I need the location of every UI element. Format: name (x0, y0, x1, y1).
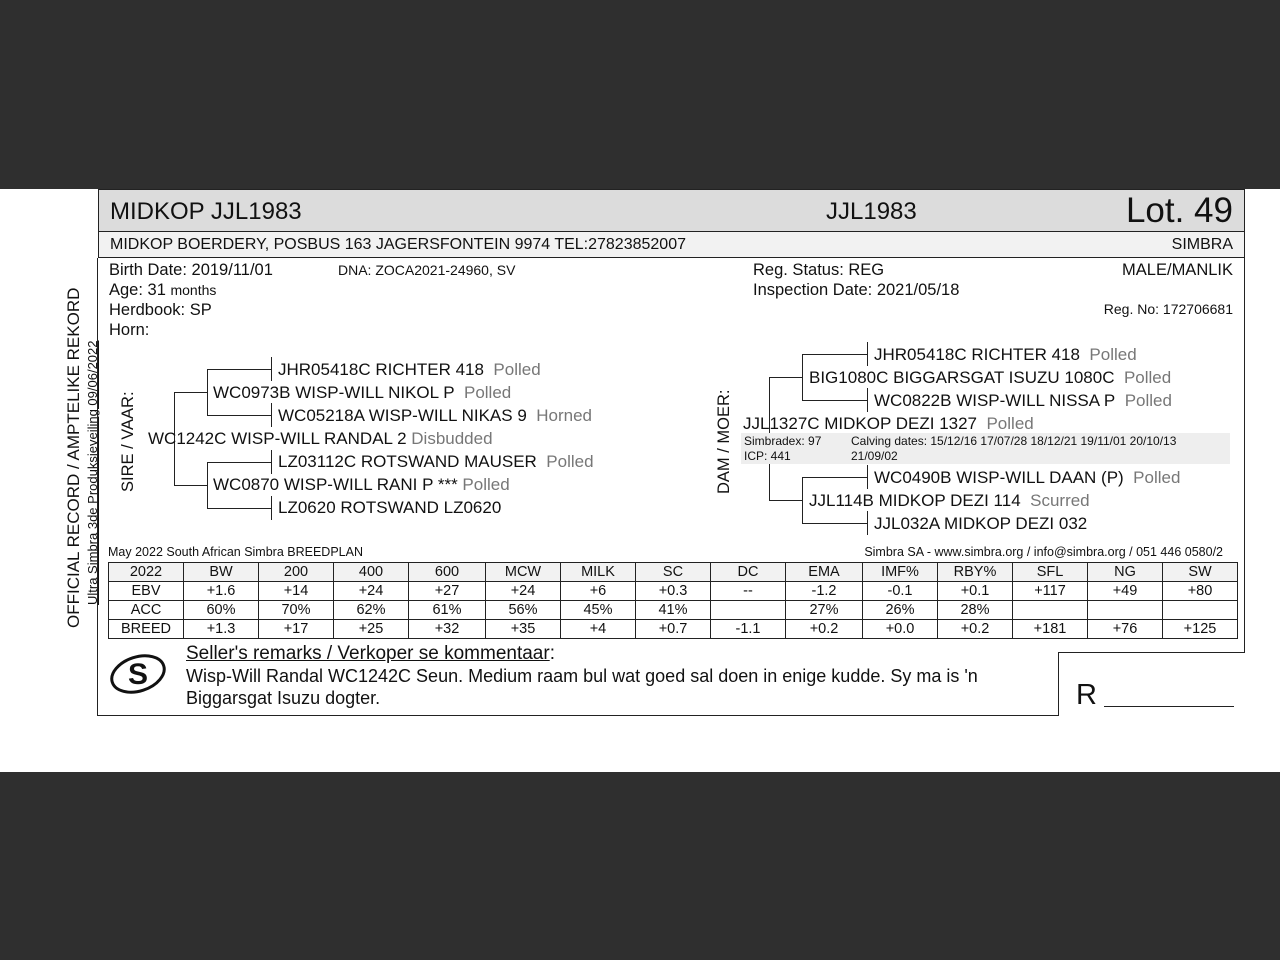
remarks-line-1: Wisp-Will Randal WC1242C Seun. Medium raam bul wat goed sal doen in enige kudde. Sy ma is 'n (186, 666, 978, 686)
simbradex: Simbradex: 97 (744, 434, 822, 448)
sire-sire-sire: JHR05418C RICHTER 418 Polled (278, 360, 541, 379)
sale-name-label: Ultra Simbra 3de Produksieveiling 09/06/2022 (85, 340, 100, 605)
sire-label: SIRE / VAAR: (119, 391, 137, 492)
price-prefix: R (1076, 679, 1097, 711)
breedplan-caption: May 2022 South African Simbra BREEDPLAN (108, 545, 363, 559)
simbra-logo (108, 649, 168, 697)
dam-sire-sire: JHR05418C RICHTER 418 Polled (874, 345, 1137, 364)
dam-name: JJL1327C MIDKOP DEZI 1327 Polled (743, 414, 1034, 433)
reg-status: Reg. Status: REG (753, 261, 885, 279)
horn: Horn: (109, 321, 150, 339)
sex: MALE/MANLIK (1122, 261, 1233, 279)
svg-text:S: S (127, 658, 149, 691)
title-bar (98, 189, 1245, 232)
simbra-logo-icon (108, 649, 168, 697)
dam-sire: BIG1080C BIGGARSGAT ISUZU 1080C Polled (809, 368, 1172, 387)
dam-label: DAM / MOER: (715, 389, 733, 494)
owner-line: MIDKOP BOERDERY, POSBUS 163 JAGERSFONTEIN 9974 TEL:27823852007 (110, 236, 686, 253)
lot-card (0, 189, 1280, 772)
animal-code: JJL1983 (826, 198, 917, 225)
breed-avg-row: BREED +1.3 +17 +25 +32 +35 +4 +0.7 -1.1 +0.2 +0.0 +0.2 +181 +76 +125 (109, 620, 1238, 639)
herdbook: Herdbook: SP (109, 301, 212, 319)
ebv-table (108, 562, 1238, 639)
ebv-row: EBV +1.6 +14 +24 +27 +24 +6 +0.3 -- -1.2 -0.1 +0.1 +117 +49 +80 (109, 582, 1238, 601)
icp: ICP: 441 (744, 449, 791, 463)
lot-number: Lot. 49 (1125, 191, 1233, 230)
price-line[interactable] (1104, 706, 1234, 707)
age-unit: months (170, 282, 217, 298)
reg-number: Reg. No: 172706681 (1103, 301, 1233, 317)
animal-title: MIDKOP JJL1983 (110, 198, 302, 225)
age-value: Age: 31 (109, 281, 166, 299)
inspection-date: Inspection Date: 2021/05/18 (753, 281, 960, 299)
sire-dam-dam: LZ0620 ROTSWAND LZ0620 (278, 498, 502, 517)
remarks-title: Seller's remarks / Verkoper se kommentaar: (186, 643, 555, 664)
age (109, 281, 216, 300)
dam-dam-sire: WC0490B WISP-WILL DAAN (P) Polled (874, 468, 1181, 487)
calving-dates-cont: 21/09/02 (851, 449, 898, 463)
breed-label: SIMBRA (1171, 236, 1233, 253)
sire-name: WC1242C WISP-WILL RANDAL 2 Disbudded (148, 429, 493, 448)
birth-date: Birth Date: 2019/11/01 (109, 261, 273, 279)
remarks-line-2: Biggarsgat Isuzu dogter. (186, 688, 381, 708)
dam-dam-dam: JJL032A MIDKOP DEZI 032 (874, 514, 1088, 533)
calving-dates: Calving dates: 15/12/16 17/07/28 18/12/21 19/11/01 20/10/13 (851, 434, 1177, 448)
official-record-label: OFFICIAL RECORD / AMPTELIKE REKORD (64, 287, 83, 628)
breedplan-contact: Simbra SA - www.simbra.org / info@simbra.org / 051 446 0580/2 (864, 545, 1223, 559)
sire-dam: WC0870 WISP-WILL RANI P *** Polled (213, 475, 510, 494)
dna-info: DNA: ZOCA2021-24960, SV (338, 262, 516, 278)
sire-sire: WC0973B WISP-WILL NIKOL P Polled (213, 383, 512, 402)
sire-dam-sire: LZ03112C ROTSWAND MAUSER Polled (278, 452, 594, 471)
sire-sire-dam: WC05218A WISP-WILL NIKAS 9 Horned (278, 406, 593, 425)
acc-row: ACC 60% 70% 62% 61% 56% 45% 41% 27% 26% 28% (109, 601, 1238, 620)
owner-bar (98, 231, 1245, 258)
ebv-header-row: 2022 BW 200 400 600 MCW MILK SC DC EMA IMF% RBY% SFL NG SW (109, 563, 1238, 582)
dam-stats-box (741, 433, 1230, 464)
dam-dam: JJL114B MIDKOP DEZI 114 Scurred (809, 491, 1090, 510)
dam-sire-dam: WC0822B WISP-WILL NISSA P Polled (874, 391, 1172, 410)
